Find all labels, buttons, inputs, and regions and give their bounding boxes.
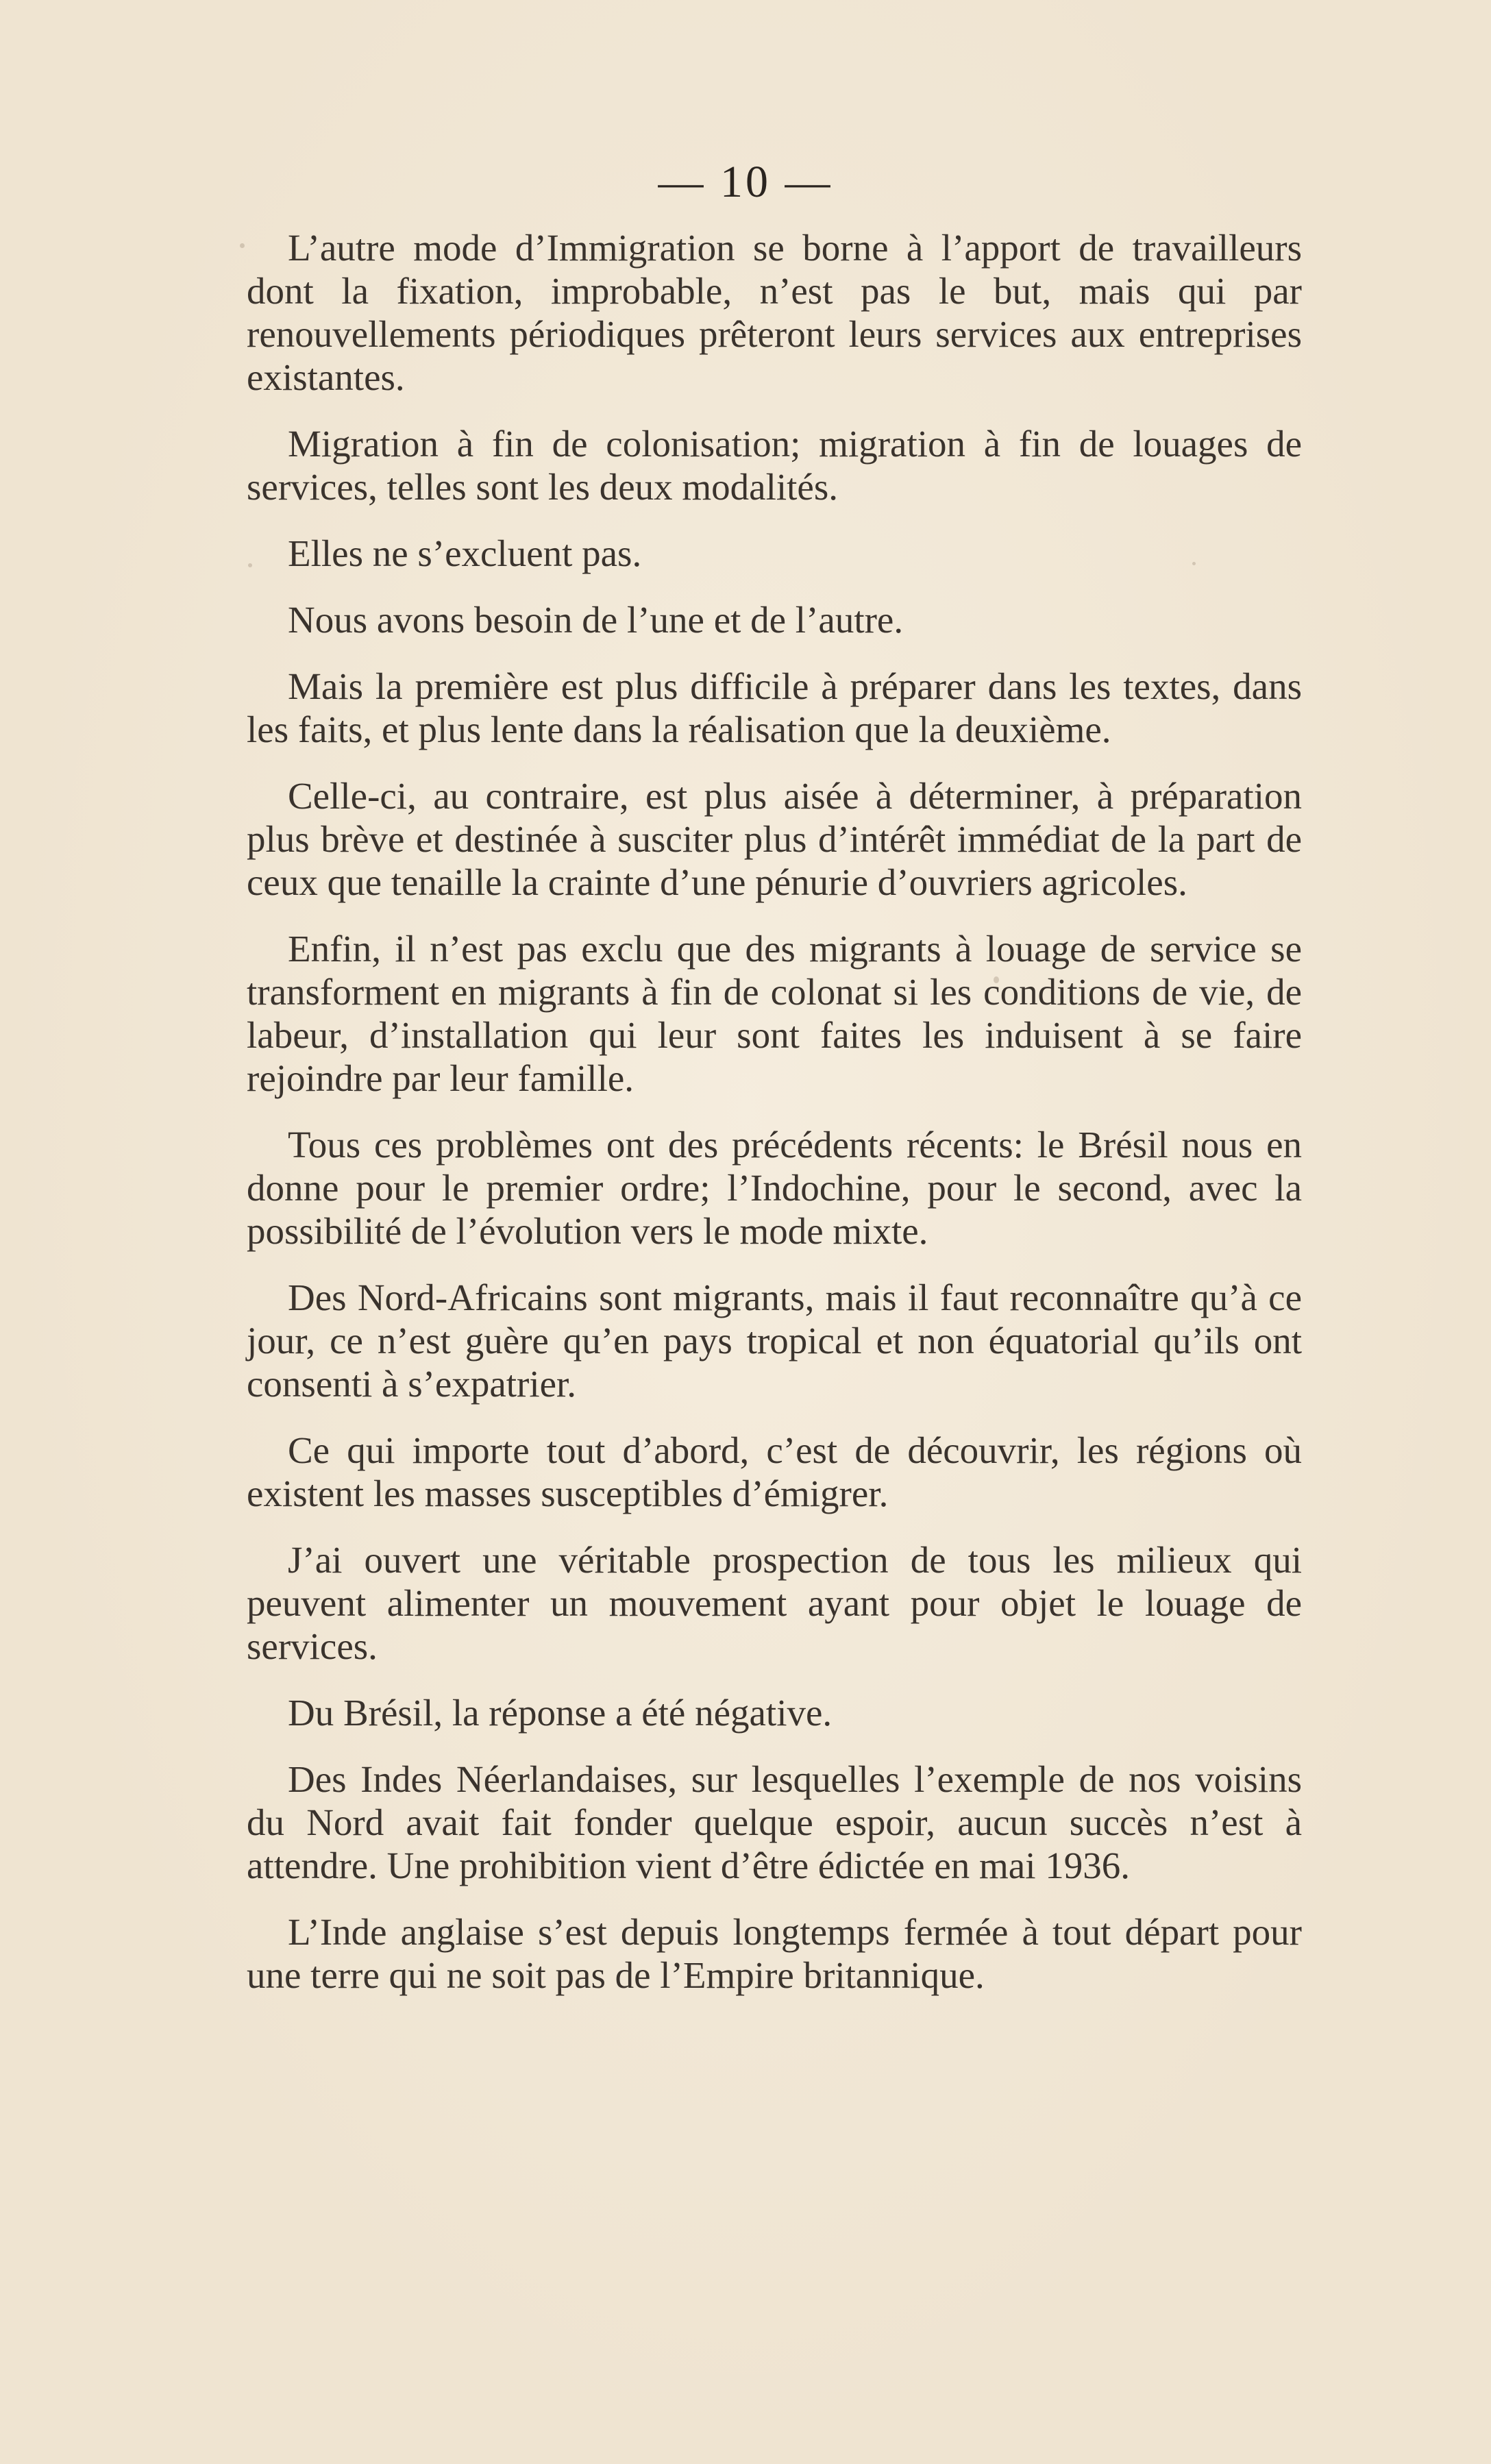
paragraph: Celle-ci, au contraire, est plus aisée à déterminer, à préparation plus brève et destinée à susciter plus d’intérêt immédiat de la part de ceux que tenaille la crainte d’une pénurie d’ouvriers agricoles.: [247, 775, 1302, 903]
paper-speck: [1192, 562, 1196, 565]
paragraph: Du Brésil, la réponse a été négative.: [288, 1692, 833, 1734]
paragraph: Des Indes Néerlandaises, sur lesquelles l’exemple de nos voisins du Nord avait fait fonder quelque espoir, aucun succès n’est à attendre. Une prohibition vient d’être édictée en mai 1936.: [247, 1758, 1302, 1886]
paragraph: J’ai ouvert une véritable prospection de tous les milieux qui peuvent alimenter un mouvement ayant pour objet le louage de services.: [247, 1539, 1302, 1667]
paragraph: Nous avons besoin de l’une et de l’autre.: [288, 599, 904, 641]
page-number: — 10 —: [658, 157, 833, 207]
paragraph: Des Nord-Africains sont migrants, mais il faut reconnaître qu’à ce jour, ce n’est guère qu’en pays tropical et non équatorial qu’ils ont consenti à s’expatrier.: [247, 1277, 1302, 1405]
paragraph: Mais la première est plus difficile à préparer dans les textes, dans les faits, et plus lente dans la réalisation que la deuxième.: [247, 665, 1302, 750]
paragraph: Tous ces problèmes ont des précédents récents: le Brésil nous en donne pour le premier ordre; l’Indochine, pour le second, avec la possibilité de l’évolution vers le mode mixte.: [247, 1124, 1302, 1252]
paper-speck: [248, 563, 252, 567]
paragraph: L’Inde anglaise s’est depuis longtemps fermée à tout départ pour une terre qui ne soit pas de l’Empire britannique.: [247, 1911, 1302, 1996]
paper-speck: [240, 243, 245, 248]
body-text: [247, 226, 1302, 1997]
paragraph: Ce qui importe tout d’abord, c’est de découvrir, les régions où existent les masses susceptibles d’émigrer.: [247, 1429, 1302, 1514]
paper-speck: [994, 976, 999, 983]
paragraph: Elles ne s’excluent pas.: [288, 532, 642, 574]
paragraph: Migration à fin de colonisation; migration à fin de louages de services, telles sont les deux modalités.: [247, 423, 1302, 508]
paragraph: Enfin, il n’est pas exclu que des migrants à louage de service se transforment en migrants à fin de colonat si les conditions de vie, de labeur, d’installation qui leur sont faites les induisent à se faire rejoindre par leur famille.: [247, 928, 1302, 1099]
paragraph: L’autre mode d’Immigration se borne à l’apport de travailleurs dont la fixation, improbable, n’est pas le but, mais qui par renouvellements périodiques prêteront leurs services aux entreprises existantes.: [247, 227, 1302, 398]
